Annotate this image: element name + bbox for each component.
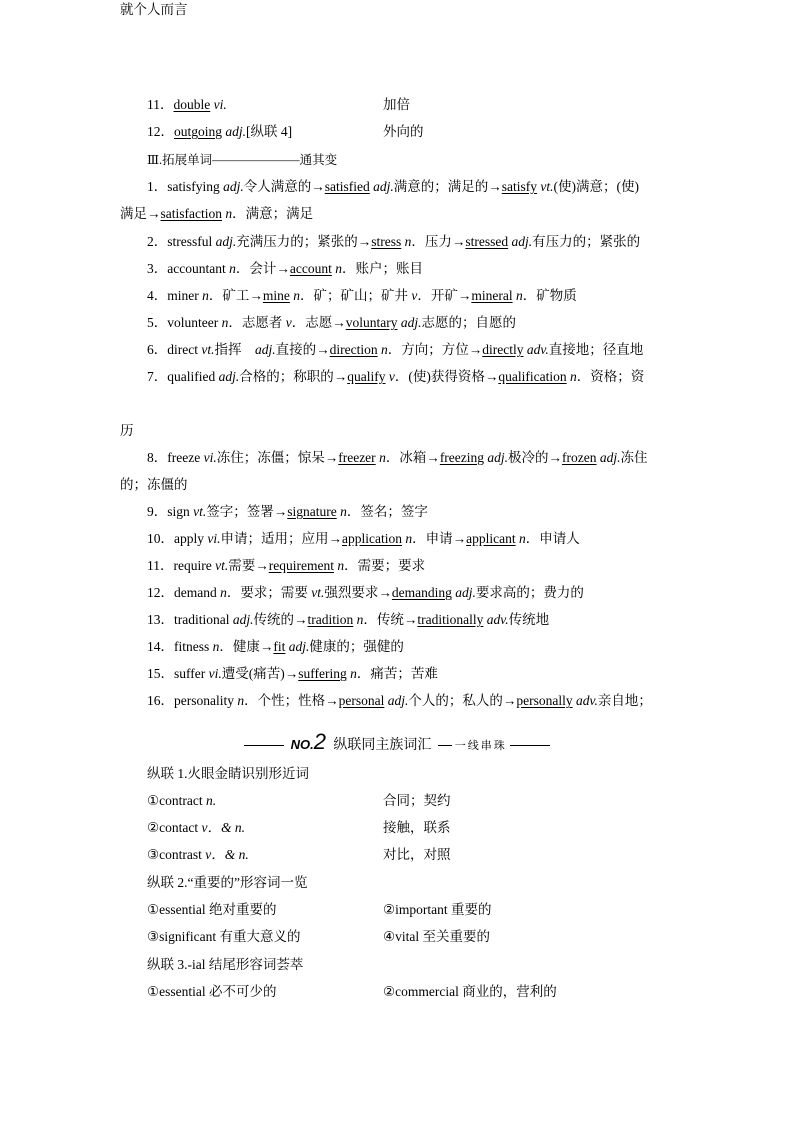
answer-word: personal xyxy=(338,693,385,708)
entry-text: 遭受(痛苦)→ xyxy=(221,666,299,681)
entry-text: ．矿工→ xyxy=(208,288,263,303)
item-text: ②commercial 商业的，营利的 xyxy=(383,984,557,999)
part-of-speech: adv. xyxy=(526,342,549,357)
banner-rule-mid xyxy=(438,745,452,746)
answer-word: requirement xyxy=(268,558,334,573)
word-entry-continuation xyxy=(120,421,680,441)
answer-word: demanding xyxy=(391,585,452,600)
part-of-speech: vi. xyxy=(207,531,221,546)
entry-text: 14．fitness xyxy=(147,639,213,654)
part-of-speech: v xyxy=(388,369,395,384)
answer-word: fit xyxy=(273,639,286,654)
entry-text: 满意的；满足的→ xyxy=(393,179,502,194)
group-3-row xyxy=(147,982,707,1002)
answer-word: signature xyxy=(287,504,337,519)
item-pos: adj. xyxy=(225,124,247,139)
item-word: ②contact xyxy=(147,820,202,835)
answer-word: traditionally xyxy=(417,612,484,627)
part-of-speech: vi. xyxy=(208,666,222,681)
part-of-speech: adj. xyxy=(511,234,533,249)
vocab-item-12 xyxy=(147,122,707,142)
entry-text: 亲自地； xyxy=(597,693,652,708)
entry-text: 5．volunteer xyxy=(147,315,222,330)
word-entry xyxy=(147,367,707,387)
entry-text: 合格的；称职的→ xyxy=(239,369,348,384)
vocab-item-11 xyxy=(147,95,707,115)
part-of-speech: adj. xyxy=(387,693,409,708)
item-text: ①essential 必不可少的 xyxy=(147,984,277,999)
entry-text: 的；冻僵的 xyxy=(120,477,188,492)
item-pos: v．& n. xyxy=(205,847,249,862)
item-meaning: 外向的 xyxy=(383,124,424,139)
item-number: 11． xyxy=(147,97,174,112)
entry-text: ．传统→ xyxy=(363,612,418,627)
part-of-speech: v xyxy=(285,315,292,330)
group-3-title: 纵联 3.-ial 结尾形容词荟萃 xyxy=(147,957,304,972)
answer-word: satisfied xyxy=(324,179,370,194)
part-of-speech: n xyxy=(220,585,227,600)
word-entry xyxy=(147,340,707,360)
part-of-speech: adj. xyxy=(400,315,422,330)
answer-word: application xyxy=(342,531,402,546)
part-of-speech: n xyxy=(518,531,526,546)
entry-text: 8．freeze xyxy=(147,450,204,465)
item-text: ②important 重要的 xyxy=(383,902,492,917)
answer-word: mine xyxy=(262,288,290,303)
part-of-speech: vi. xyxy=(203,450,217,465)
entry-text: 15．suffer xyxy=(147,666,209,681)
entry-text: ．会计→ xyxy=(235,261,290,276)
entry-text: ．签名；签字 xyxy=(346,504,428,519)
banner-no-label: NO. xyxy=(290,737,314,752)
banner-rule-right xyxy=(510,745,550,746)
entry-text: ．满意；满足 xyxy=(232,206,314,221)
entry-text: 志愿的；自愿的 xyxy=(421,315,516,330)
answer-word: freezer xyxy=(338,450,376,465)
banner-rule-left xyxy=(244,745,284,746)
entry-text: ．痛苦；苦难 xyxy=(356,666,438,681)
part-of-speech: n xyxy=(337,558,345,573)
entry-text: ．要求；需要 xyxy=(226,585,312,600)
part-of-speech: vt. xyxy=(311,585,325,600)
item-pos: vi. xyxy=(213,97,227,112)
entry-text: 传统的→ xyxy=(253,612,308,627)
section-banner xyxy=(0,730,794,758)
word-entry xyxy=(147,448,707,468)
section-heading: Ⅲ.拓展单词———————通其变 xyxy=(147,153,338,167)
part-of-speech: n xyxy=(335,261,342,276)
part-of-speech: vt. xyxy=(201,342,215,357)
item-pos: v．& n. xyxy=(201,820,245,835)
banner-number: 2 xyxy=(313,729,326,754)
group-2-row xyxy=(147,900,707,920)
entry-text: 个人的；私人的→ xyxy=(408,693,517,708)
part-of-speech: adj. xyxy=(487,450,509,465)
item-meaning: 合同；契约 xyxy=(383,793,451,808)
part-of-speech: n xyxy=(221,315,229,330)
entry-text: 4．miner xyxy=(147,288,203,303)
item-note: [纵联 4] xyxy=(246,124,293,139)
word-entry xyxy=(147,583,707,603)
group-1-item xyxy=(147,791,707,811)
answer-word: satisfaction xyxy=(160,206,222,221)
word-entry xyxy=(147,637,707,657)
entry-text: 健康的；强健的 xyxy=(309,639,404,654)
item-word: ③contrast xyxy=(147,847,206,862)
group-1-item xyxy=(147,818,707,838)
answer-word: account xyxy=(289,261,332,276)
entry-text: ．(使)获得资格→ xyxy=(394,369,499,384)
part-of-speech: vt. xyxy=(193,504,207,519)
entry-text: 强烈要求→ xyxy=(324,585,392,600)
item-meaning: 对比，对照 xyxy=(383,847,451,862)
entry-text: (使)满意；(使) xyxy=(553,179,640,194)
item-word: double xyxy=(173,97,211,112)
word-entry xyxy=(147,556,707,576)
entry-text: 充满压力的；紧张的→ xyxy=(236,234,372,249)
part-of-speech: adv. xyxy=(486,612,509,627)
entry-text: 令人满意的→ xyxy=(243,179,325,194)
part-of-speech: adj. xyxy=(215,234,237,249)
banner-title: 纵联同主族词汇 xyxy=(333,738,432,753)
entry-text: 要求高的；费力的 xyxy=(475,585,584,600)
entry-text: 指挥 xyxy=(214,342,255,357)
part-of-speech: n xyxy=(212,639,220,654)
entry-text: 申请；适用；应用→ xyxy=(220,531,342,546)
entry-text: ．申请→ xyxy=(412,531,467,546)
part-of-speech: n xyxy=(404,234,412,249)
answer-word: freezing xyxy=(439,450,485,465)
group-1-item xyxy=(147,845,707,865)
part-of-speech: n xyxy=(293,288,300,303)
answer-word: voluntary xyxy=(345,315,398,330)
part-of-speech: n xyxy=(569,369,577,384)
entry-text: ．矿物质 xyxy=(522,288,577,303)
entry-text: ．矿；矿山；矿井 xyxy=(300,288,412,303)
item-text: ④vital 至关重要的 xyxy=(383,929,490,944)
entry-text: 满足→ xyxy=(120,206,161,221)
part-of-speech: adj. xyxy=(455,585,476,600)
entry-text: 1．satisfying xyxy=(147,179,224,194)
banner-subtitle: 一线串珠 xyxy=(454,740,507,752)
item-meaning: 加倍 xyxy=(383,97,410,112)
answer-word: direction xyxy=(329,342,378,357)
part-of-speech: n xyxy=(340,504,347,519)
entry-text: 16．personality xyxy=(147,693,238,708)
entry-text: 3．accountant xyxy=(147,261,230,276)
entry-text: 历 xyxy=(120,423,134,438)
answer-word: personally xyxy=(516,693,573,708)
entry-text: 7．qualified xyxy=(147,369,219,384)
part-of-speech: n xyxy=(225,206,233,221)
entry-text: ．个性；性格→ xyxy=(244,693,339,708)
entry-text: 11．require xyxy=(147,558,216,573)
entry-text: 直接的→ xyxy=(275,342,330,357)
entry-text: ．方向；方位→ xyxy=(387,342,483,357)
part-of-speech: n xyxy=(356,612,364,627)
group-2-title: 纵联 2.“重要的”形容词一览 xyxy=(147,875,308,890)
entry-text: ．资格；资 xyxy=(576,369,645,384)
answer-word: applicant xyxy=(466,531,516,546)
word-entry xyxy=(147,177,707,197)
entry-text: ．志愿者 xyxy=(228,315,286,330)
part-of-speech: n xyxy=(380,342,388,357)
answer-word: stressed xyxy=(465,234,509,249)
answer-word: qualification xyxy=(498,369,567,384)
entry-text: 有压力的；紧张的 xyxy=(532,234,641,249)
word-entry xyxy=(147,259,707,279)
answer-word: frozen xyxy=(562,450,597,465)
part-of-speech: n xyxy=(237,693,245,708)
entry-text: 9．sign xyxy=(147,504,194,519)
part-of-speech: v xyxy=(411,288,418,303)
part-of-speech: n xyxy=(202,288,209,303)
word-entry xyxy=(147,610,707,630)
word-entry-continuation xyxy=(120,204,680,224)
entry-text: 极冷的→ xyxy=(508,450,563,465)
entry-text: ．志愿→ xyxy=(291,315,346,330)
item-text: ③significant 有重大意义的 xyxy=(147,929,301,944)
part-of-speech: adv. xyxy=(576,693,598,708)
part-of-speech: vt. xyxy=(215,558,229,573)
answer-word: stress xyxy=(371,234,402,249)
part-of-speech: adj. xyxy=(254,342,276,357)
entry-text: ．申请人 xyxy=(525,531,580,546)
entry-text: 12．demand xyxy=(147,585,221,600)
part-of-speech: n xyxy=(350,666,357,681)
entry-text: 6．direct xyxy=(147,342,202,357)
item-pos: n. xyxy=(205,793,217,808)
entry-text: 需要→ xyxy=(228,558,269,573)
word-entry xyxy=(147,664,707,684)
entry-text: 签字；签署→ xyxy=(206,504,288,519)
entry-text: ．冰箱→ xyxy=(385,450,440,465)
answer-word: directly xyxy=(482,342,524,357)
entry-text: ．开矿→ xyxy=(417,288,472,303)
entry-text: 13．traditional xyxy=(147,612,233,627)
word-entry xyxy=(147,232,707,252)
part-of-speech: adj. xyxy=(599,450,621,465)
item-word: outgoing xyxy=(174,124,223,139)
part-of-speech: adj. xyxy=(218,369,240,384)
word-entry-continuation xyxy=(120,475,680,495)
entry-text: ．需要；要求 xyxy=(344,558,426,573)
part-of-speech: adj. xyxy=(288,639,310,654)
part-of-speech: n xyxy=(515,288,523,303)
part-of-speech: adj. xyxy=(373,179,394,194)
item-number: 12． xyxy=(147,124,174,139)
part-of-speech: n xyxy=(379,450,386,465)
part-of-speech: n xyxy=(229,261,236,276)
entry-text: ．账户；账目 xyxy=(341,261,423,276)
answer-word: tradition xyxy=(307,612,354,627)
entry-text: ．压力→ xyxy=(411,234,466,249)
word-entry xyxy=(147,286,707,306)
answer-word: qualify xyxy=(347,369,386,384)
item-meaning: 接触，联系 xyxy=(383,820,451,835)
word-entry xyxy=(147,691,707,711)
word-entry xyxy=(147,529,707,549)
group-1-title: 纵联 1.火眼金睛识别形近词 xyxy=(147,766,309,781)
word-entry xyxy=(147,502,707,522)
part-of-speech: vt. xyxy=(540,179,554,194)
part-of-speech: adj. xyxy=(232,612,254,627)
entry-text: 冻住；冻僵；惊呆→ xyxy=(216,450,339,465)
entry-text: 就个人而言 xyxy=(120,2,188,17)
word-entry-continuation xyxy=(120,0,680,20)
entry-text: ．健康→ xyxy=(219,639,274,654)
entry-text: 直接地；径直地 xyxy=(548,342,644,357)
entry-text: 传统地 xyxy=(508,612,550,627)
word-entry xyxy=(147,313,707,333)
entry-text: 冻住 xyxy=(620,450,648,465)
item-text: ①essential 绝对重要的 xyxy=(147,902,277,917)
answer-word: suffering xyxy=(298,666,347,681)
answer-word: satisfy xyxy=(501,179,538,194)
group-2-row xyxy=(147,927,707,947)
part-of-speech: adj. xyxy=(223,179,244,194)
answer-word: mineral xyxy=(471,288,513,303)
part-of-speech: n xyxy=(405,531,413,546)
entry-text: 10．apply xyxy=(147,531,208,546)
entry-text: 2．stressful xyxy=(147,234,216,249)
item-word: ①contract xyxy=(147,793,206,808)
